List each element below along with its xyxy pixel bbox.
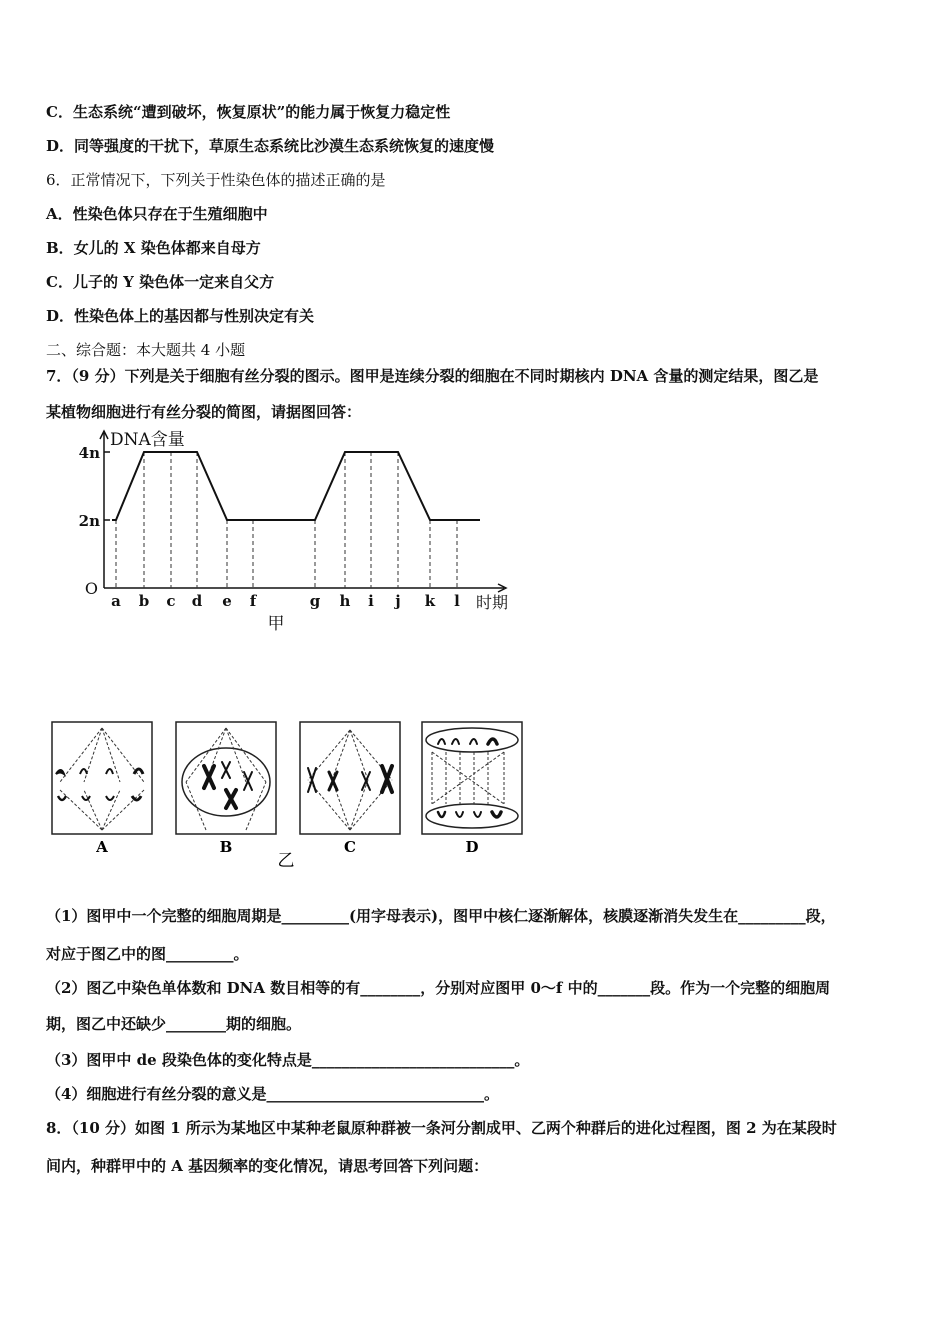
text-line-s4: （4）细胞进行有丝分裂的意义是_____________________________。 <box>46 1085 499 1103</box>
x-tick-label-k: k <box>424 592 436 610</box>
panel-label-a: A <box>96 838 108 856</box>
dna-series-line <box>112 452 480 520</box>
x-tick-label-b: b <box>138 592 150 610</box>
text-line-q8a: 8．（10 分）如图 1 所示为某地区中某种老鼠原种群被一条河分割成甲、乙两个种群后的进化过程图，图 2 为在某段时 <box>46 1119 837 1137</box>
text-line-s2b: 期，图乙中还缺少________期的细胞。 <box>46 1015 302 1033</box>
panel-b-cell <box>176 722 276 834</box>
text-line-s1b: 对应于图乙中的图_________。 <box>46 945 249 963</box>
x-tick-label-h: h <box>339 592 351 610</box>
text-line-q7b: 某植物细胞进行有丝分裂的简图，请据图回答： <box>46 403 362 421</box>
panel-d-cell <box>422 722 522 834</box>
text-line-c6: C．儿子的 Y 染色体一定来自父方 <box>46 273 275 291</box>
x-tick-label-c: c <box>166 592 176 610</box>
text-line-q7a: 7．（9 分）下列是关于细胞有丝分裂的图示。图甲是连续分裂的细胞在不同时期核内 DNA 含量的测定结果，图乙是 <box>46 367 819 385</box>
text-line-b6: B．女儿的 X 染色体都来自母方 <box>46 239 261 257</box>
x-tick-label-g: g <box>309 592 321 610</box>
panel-label-c: C <box>344 838 356 856</box>
panel-label-b: B <box>219 838 233 856</box>
x-tick-label-a: a <box>111 592 121 610</box>
mitosis-diagram-figure <box>46 712 536 872</box>
text-line-q6: 6．正常情况下，下列关于性染色体的描述正确的是 <box>46 171 386 189</box>
panel-a-cell <box>52 722 152 834</box>
text-line-a6: A．性染色体只存在于生殖细胞中 <box>46 205 268 223</box>
chart-caption: 甲 <box>267 614 285 634</box>
text-line-q8b: 间内，种群甲中的 A 基因频率的变化情况，请思考回答下列问题： <box>46 1157 489 1175</box>
x-tick-label-i: i <box>368 592 374 610</box>
y-axis-label: DNA含量 <box>110 430 185 450</box>
y-tick-label-4n: 4n <box>78 444 100 462</box>
text-line-s1a: （1）图甲中一个完整的细胞周期是_________(用字母表示)，图甲中核仁逐渐解体，核膜逐渐消失发生在_________段， <box>46 907 836 925</box>
text-line-d5: D．同等强度的干扰下，草原生态系统比沙漠生态系统恢复的速度慢 <box>46 137 495 155</box>
text-line-s3: （3）图甲中 de 段染色体的变化特点是___________________________。 <box>46 1051 530 1069</box>
x-axis-label: 时期 <box>475 593 509 612</box>
x-tick-label-e: e <box>222 592 232 610</box>
text-line-c5: C．生态系统“遭到破坏，恢复原状”的能力属于恢复力稳定性 <box>46 103 451 121</box>
origin-label: O <box>84 579 98 598</box>
x-tick-label-j: j <box>395 592 401 610</box>
chromosome-icon <box>56 769 143 800</box>
text-line-sec2: 二、综合题：本大题共 4 小题 <box>46 341 246 359</box>
y-tick-label-2n: 2n <box>78 512 100 530</box>
figure-caption: 乙 <box>277 851 295 871</box>
x-tick-label-l: l <box>454 592 460 610</box>
x-tick-label-f: f <box>249 592 257 610</box>
text-line-s2a: （2）图乙中染色单体数和 DNA 数目相等的有________，分别对应图甲 0～f 中的_______段。作为一个完整的细胞周 <box>46 979 831 997</box>
dna-content-chart <box>64 425 534 635</box>
x-tick-label-d: d <box>191 592 203 610</box>
panel-label-d: D <box>465 838 479 856</box>
panel-c-cell <box>300 722 400 834</box>
text-line-d6: D．性染色体上的基因都与性别决定有关 <box>46 307 315 325</box>
